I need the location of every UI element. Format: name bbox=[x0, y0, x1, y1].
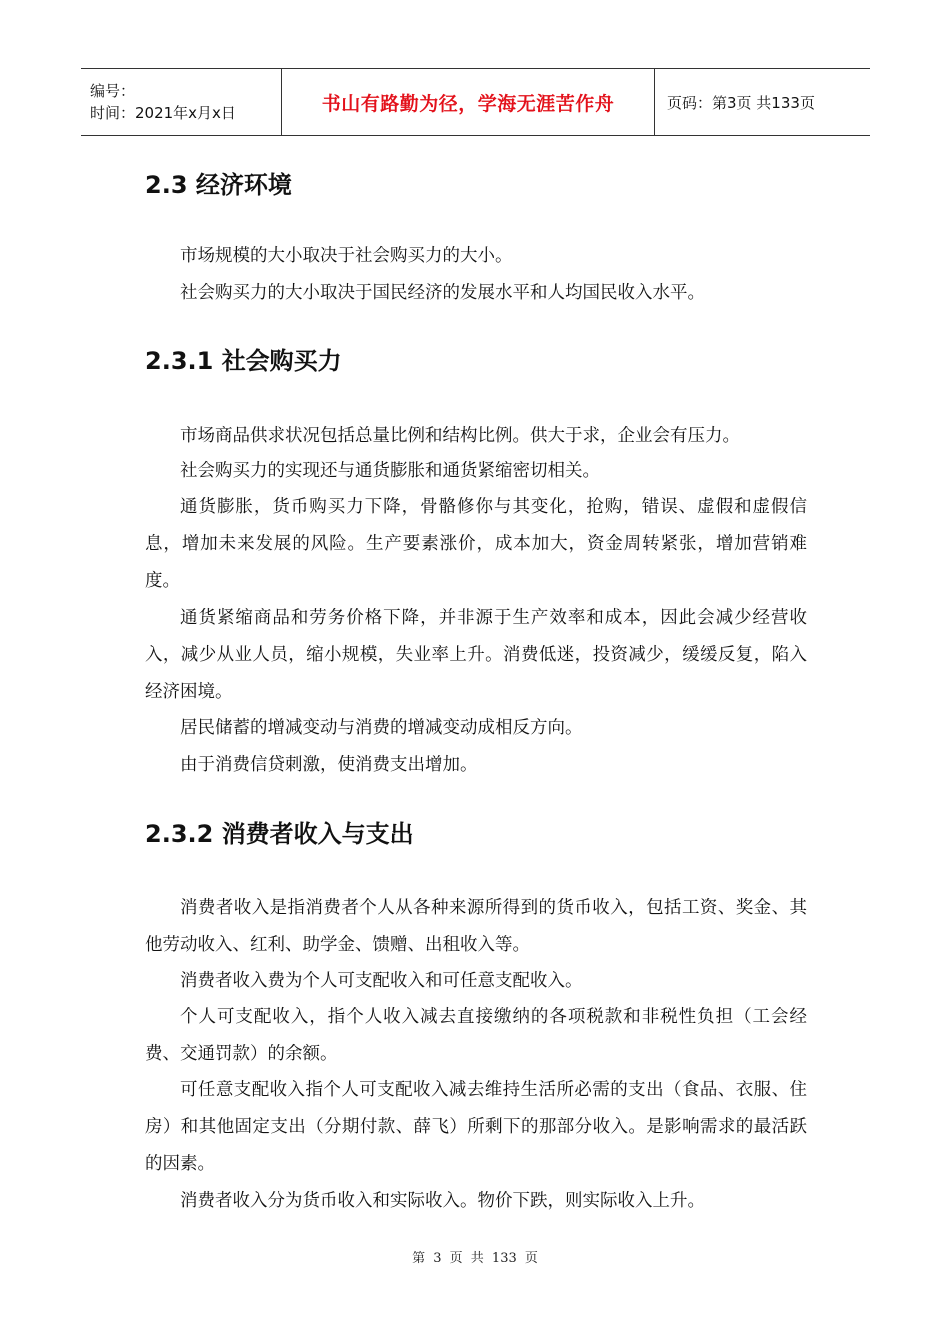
page-header bbox=[81, 68, 870, 136]
header-meta bbox=[81, 69, 282, 135]
paragraph: 居民储蓄的增减变动与消费的增减变动成相反方向。 bbox=[180, 718, 583, 738]
paragraph: 可任意支配收入指个人可支配收入减去维持生活所必需的支出（食品、衣服、住房）和其他固定支出（分期付款、薛飞）所剩下的那部分收入。是影响需求的最活跃的因素。 bbox=[145, 1080, 807, 1174]
paragraph: 社会购买力的实现还与通货膨胀和通货紧缩密切相关。 bbox=[180, 461, 600, 481]
header-page-cell bbox=[655, 69, 870, 135]
header-number: 编号： bbox=[90, 82, 136, 100]
paragraph: 消费者收入是指消费者个人从各种来源所得到的货币收入，包括工资、奖金、其他劳动收入、红利、助学金、馈赠、出租收入等。 bbox=[145, 898, 807, 955]
paragraph: 个人可支配收入，指个人收入减去直接缴纳的各项税款和非税性负担（工会经费、交通罚款）的余额。 bbox=[145, 1007, 807, 1064]
header-time: 时间：2021年x月x日 bbox=[90, 104, 236, 122]
paragraph: 由于消费信贷刺激，使消费支出增加。 bbox=[180, 755, 478, 775]
paragraph: 市场规模的大小取决于社会购买力的大小。 bbox=[180, 246, 513, 266]
header-motto-cell bbox=[282, 69, 655, 135]
page-footer: 第 3 页 共 133 页 bbox=[412, 1251, 538, 1266]
paragraph: 消费者收入分为货币收入和实际收入。物价下跌，则实际收入上升。 bbox=[180, 1191, 705, 1211]
paragraph: 通货膨胀，货币购买力下降，骨骼修你与其变化，抢购，错误、虚假和虚假信息，增加未来发展的风险。生产要素涨价，成本加大，资金周转紧张，增加营销难度。 bbox=[145, 497, 807, 591]
section-heading: 2.3.1 社会购买力 bbox=[145, 347, 342, 375]
header-page-number: 页码：第3页 共133页 bbox=[667, 93, 815, 112]
section-heading: 2.3 经济环境 bbox=[145, 171, 292, 199]
paragraph: 市场商品供求状况包括总量比例和结构比例。供大于求，企业会有压力。 bbox=[180, 426, 740, 446]
section-heading: 2.3.2 消费者收入与支出 bbox=[145, 820, 414, 848]
paragraph: 通货紧缩商品和劳务价格下降，并非源于生产效率和成本，因此会减少经营收入，减少从业人员，缩小规模，失业率上升。消费低迷，投资减少，缓缓反复，陷入经济困境。 bbox=[145, 608, 807, 702]
header-motto: 书山有路勤为径，学海无涯苦作舟 bbox=[321, 92, 615, 115]
paragraph: 消费者收入费为个人可支配收入和可任意支配收入。 bbox=[180, 971, 583, 991]
paragraph: 社会购买力的大小取决于国民经济的发展水平和人均国民收入水平。 bbox=[180, 283, 705, 303]
